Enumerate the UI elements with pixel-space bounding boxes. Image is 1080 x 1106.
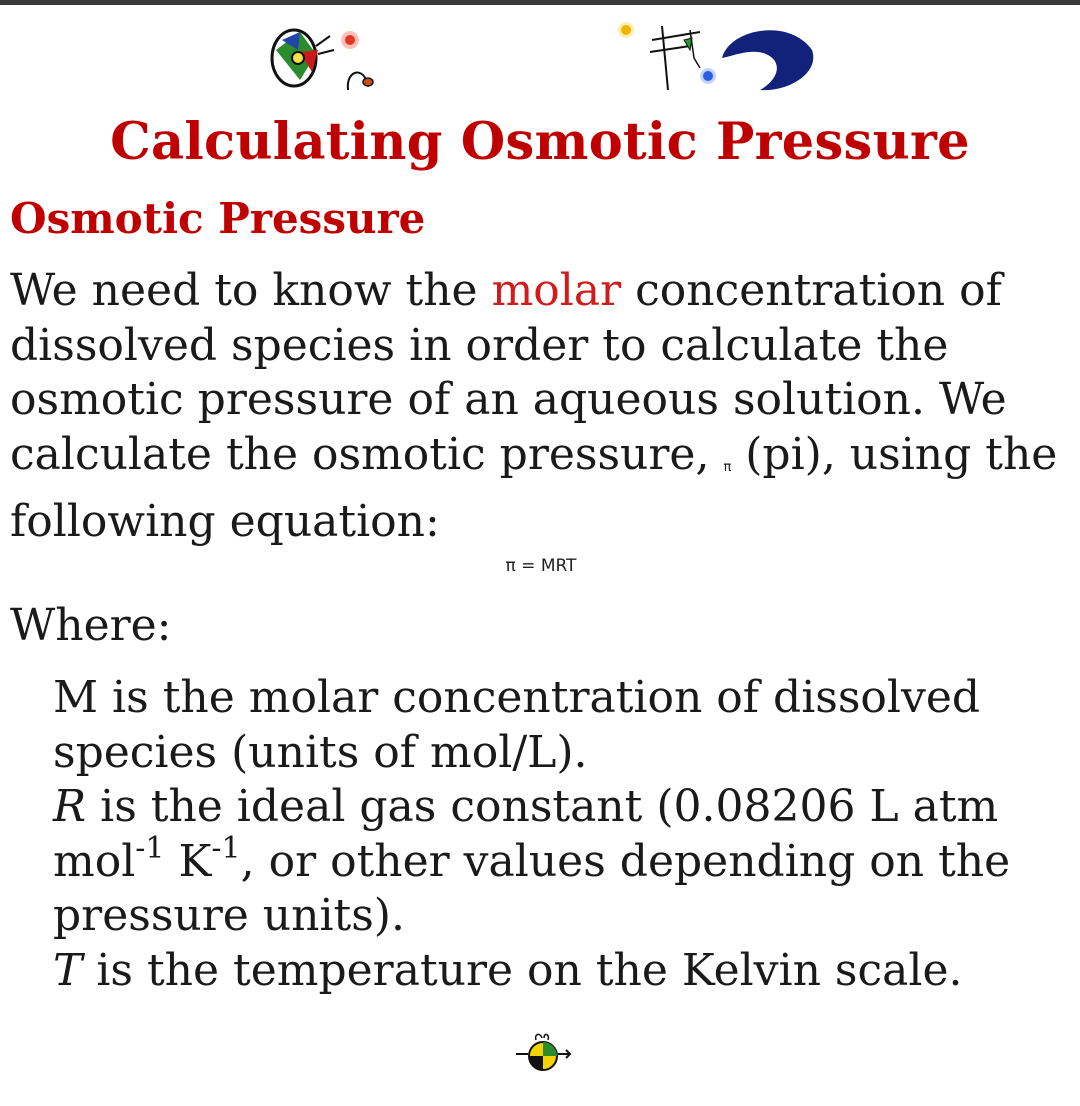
sketch-figure-icon xyxy=(650,26,700,90)
osmotic-equation xyxy=(0,556,1080,576)
yellow-glow-dot-icon xyxy=(618,22,634,38)
symbol-r: R xyxy=(53,781,87,832)
intro-text-part2: concentration of dissolved species in order to calculate the osmotic pressure of an aqueous solution. We calculate the osmotic pressure, xyxy=(10,265,1007,480)
exponent-mol: -1 xyxy=(135,830,165,866)
blue-glow-dot-icon xyxy=(700,68,716,84)
symbol-t: T xyxy=(53,944,83,996)
where-label: Where: xyxy=(10,600,172,651)
scientist-face-icon xyxy=(272,30,334,86)
definition-m-text: is the molar concentration of dissolved species (units of mol/L). xyxy=(53,672,981,778)
exponent-kelvin: -1 xyxy=(211,830,241,866)
section-heading: Osmotic Pressure xyxy=(10,194,426,243)
page-title: Calculating Osmotic Pressure xyxy=(110,112,970,172)
equation-text: π = MRT xyxy=(505,556,577,576)
definition-r-text-b: K xyxy=(164,835,212,887)
definition-m xyxy=(53,671,1063,780)
intro-text-part3: (pi), using the following equation: xyxy=(10,428,1058,547)
definition-t-text: is the temperature on the Kelvin scale. xyxy=(82,944,963,996)
definition-r xyxy=(53,780,1063,944)
bug-mascot-icon xyxy=(510,1030,576,1074)
red-glow-dot-icon xyxy=(341,31,359,49)
navy-crescent-moon-icon xyxy=(722,30,813,90)
top-status-strip xyxy=(0,0,1080,5)
intro-text-part1: We need to know the xyxy=(10,265,492,316)
definition-t xyxy=(53,944,1063,999)
intro-paragraph xyxy=(10,264,1070,550)
header-clipart-banner xyxy=(0,10,1080,100)
molar-highlight: molar xyxy=(491,265,622,316)
pi-symbol-inline: π xyxy=(723,459,732,475)
definition-r-text-c: , or other values depending on the pressure units). xyxy=(53,835,1011,941)
symbol-m: M xyxy=(53,672,99,723)
seedling-hook-icon xyxy=(348,73,373,90)
definition-list xyxy=(53,671,1063,998)
definition-r-text-a: is the ideal gas constant (0.08206 L atm mol xyxy=(53,781,999,887)
